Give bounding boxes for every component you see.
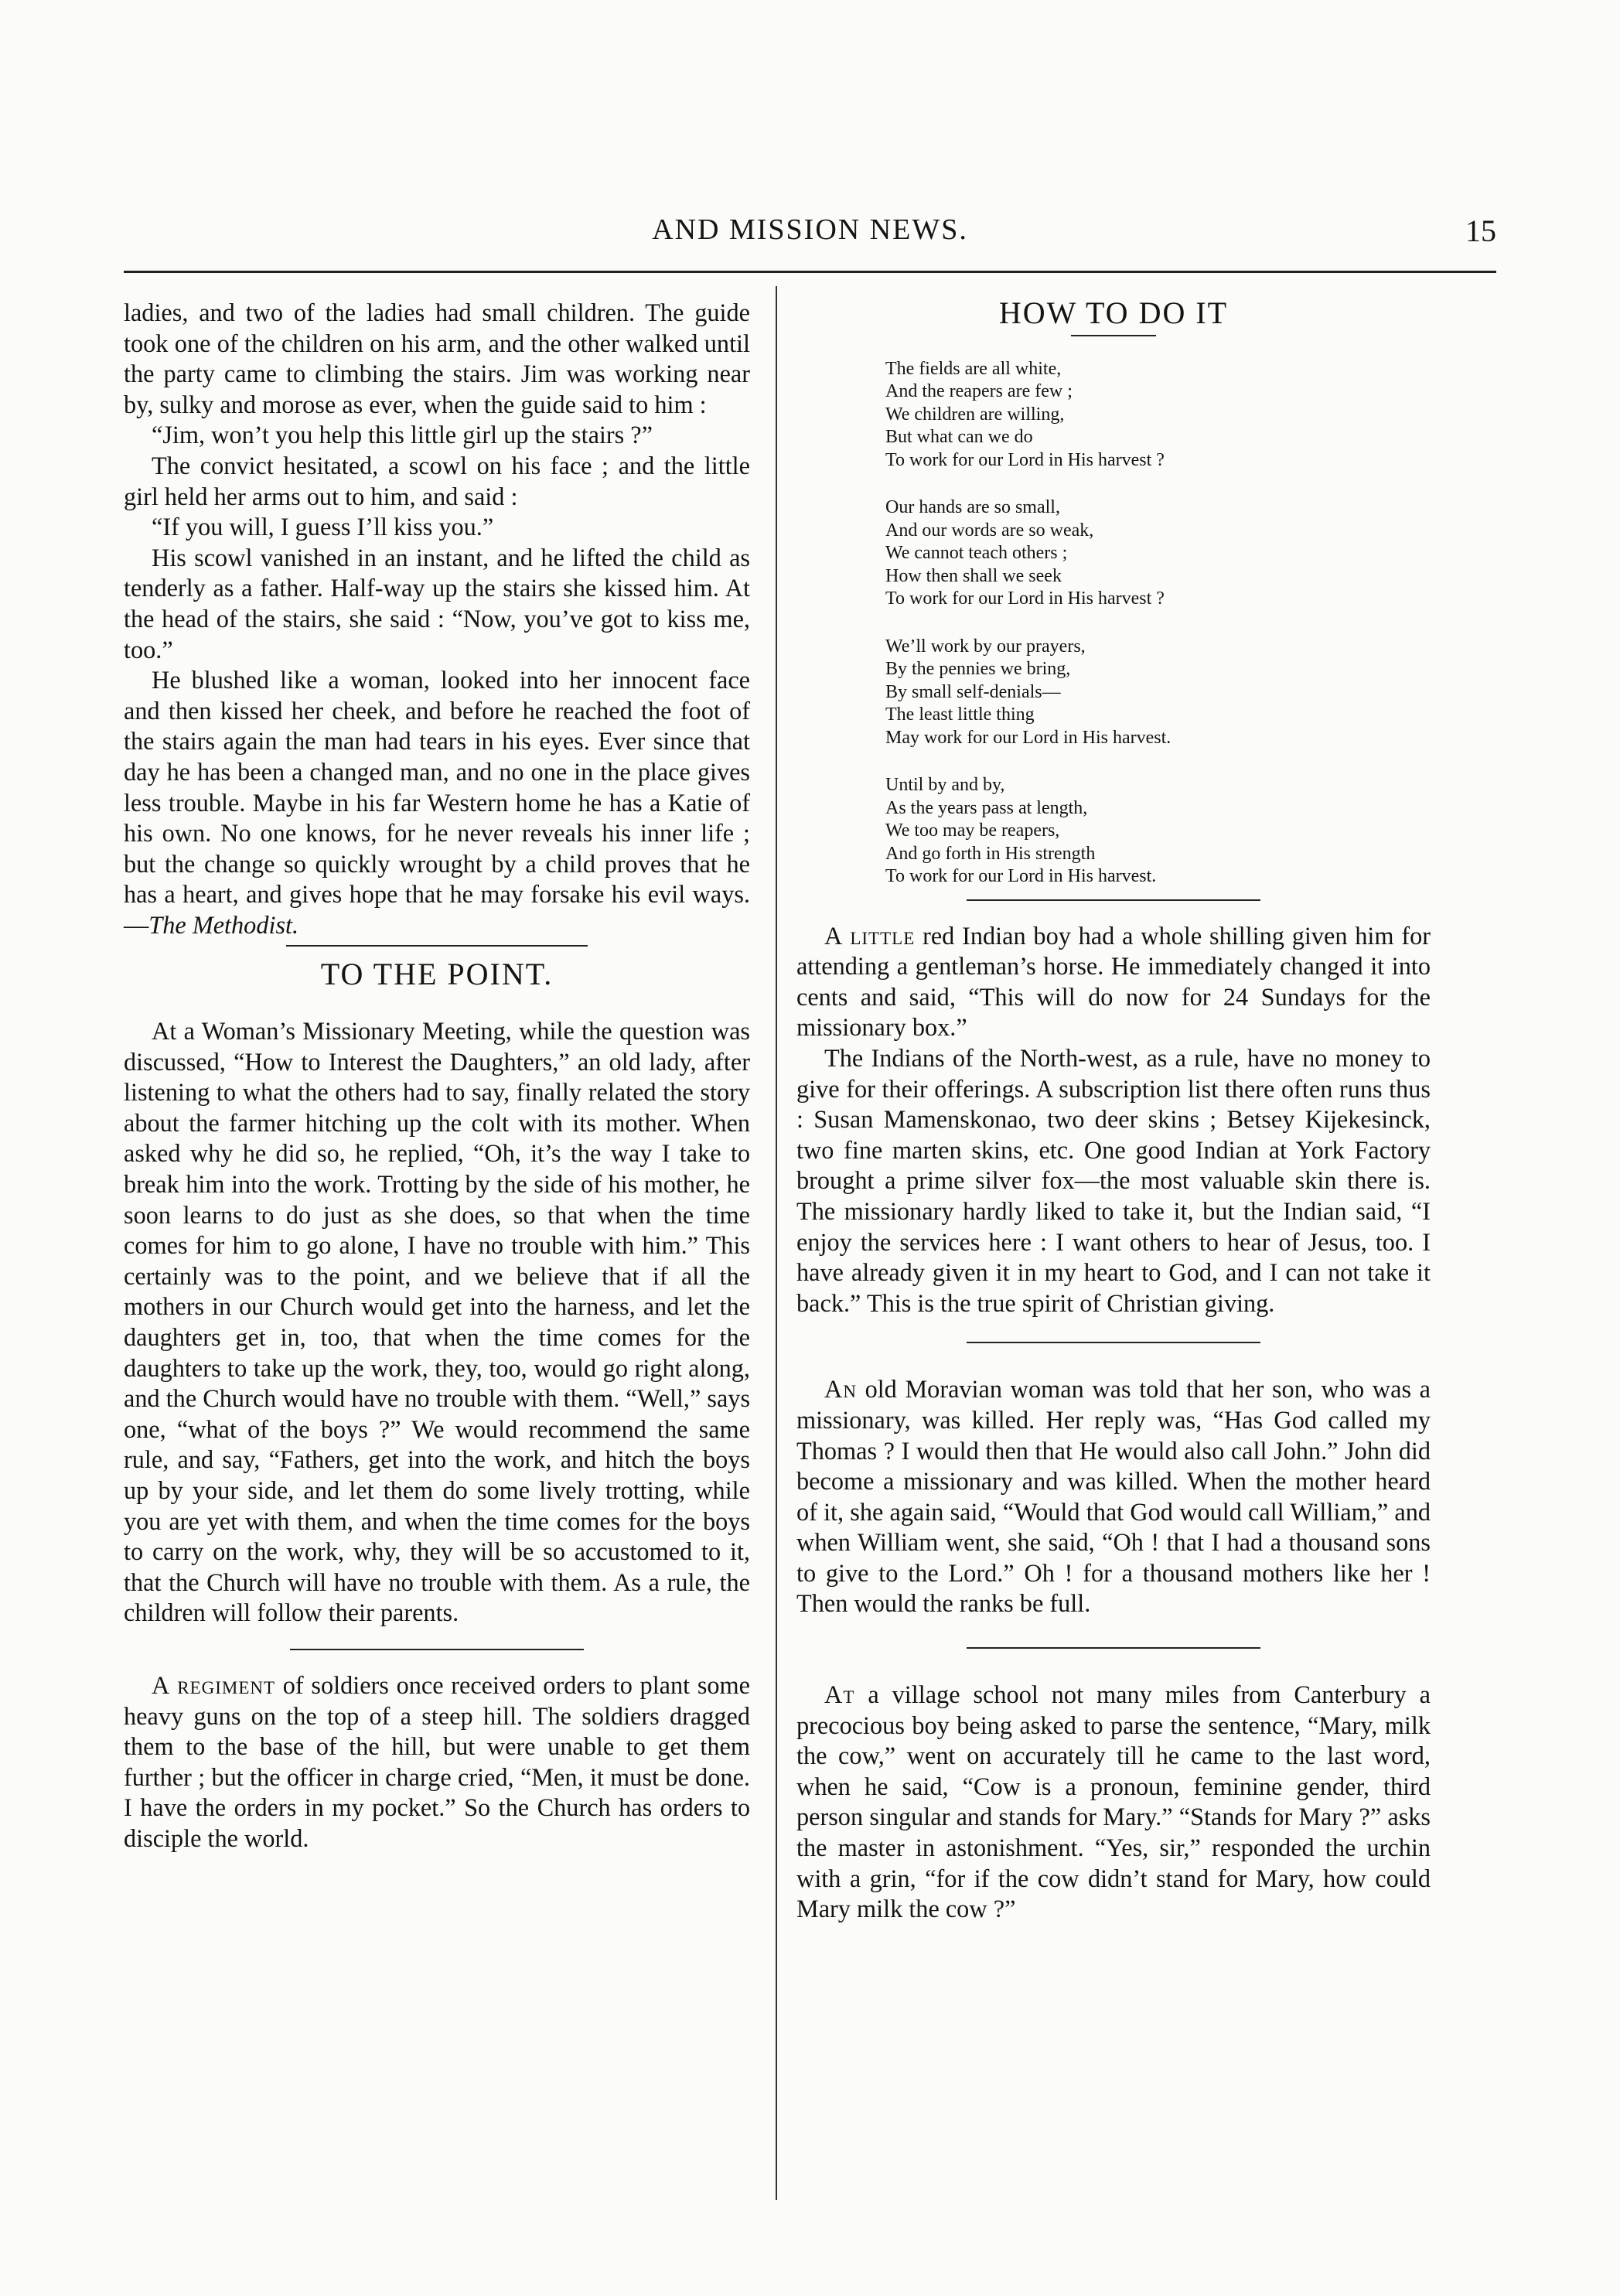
school-lead: At <box>824 1680 855 1709</box>
section-rule <box>967 1647 1260 1649</box>
regiment-paragraph <box>124 1670 750 1854</box>
poem-title: HOW TO DO IT <box>998 295 1229 330</box>
poem-stanza <box>885 358 1431 473</box>
poem-line: The least little thing <box>885 704 1035 725</box>
poem-line: The fields are all white, <box>885 358 1062 379</box>
poem-line: We cannot teach others ; <box>885 543 1068 564</box>
indians-paragraph: The Indians of the North-west, as a rule, have no money to give for their offerings. A subscription list there often runs thus : Susan Mamenskonao, two deer skins ; Betsey Kijekesinck, two fine marten skins, etc. One good Indian at York Factory brought a prime silver fox—the most valuable skin there is. The missionary hardly liked to take it, but the Indian said, “I enjoy the services here : I want others to hear of Jesus, too. I have already given it in my heart to God, and I can not take it back.” This is the true spirit of Christian giving. <box>796 1043 1431 1317</box>
story-source: The Methodist. <box>148 910 299 939</box>
story-paragraph-final <box>124 665 750 940</box>
poem <box>885 358 1431 889</box>
story-paragraph-text: He blushed like a woman, looked into her innocent face and then kissed her cheek, and before he reached the foot of the stairs again the man had tears in his eyes. Ever since that day he has been a changed man, and no one in the place gives less trouble. Maybe in his far Western home he has a Katie of his own. No one knows, for he never reveals his inner life ; but the change so quickly wrought by a child proves that he has a heart, and gives hope that he may forsake his evil ways.— <box>124 666 750 939</box>
poem-line: By the pennies we bring, <box>885 659 1071 680</box>
story-paragraph: ladies, and two of the ladies had small children. The guide took one of the children on his arm, and the other walked until the party came to climbing the stairs. Jim was working near by, sulky and morose as ever, when the guide said to him : <box>124 299 750 418</box>
section-rule <box>967 1342 1260 1343</box>
running-head: AND MISSION NEWS. <box>652 213 968 246</box>
poem-line: And our words are so weak, <box>885 520 1094 541</box>
poem-line: To work for our Lord in His harvest ? <box>885 588 1165 609</box>
indian-boy-text: red Indian boy had a whole shilling given him for attending a gentleman’s horse. He immediately changed it into cents and said, “This will do now for 24 Sundays for the missionary box.” <box>796 921 1431 1042</box>
poem-stanza <box>885 636 1431 750</box>
indian-boy-paragraph <box>796 921 1431 1043</box>
poem-line: And the reapers are few ; <box>885 381 1073 402</box>
poem-line: We’ll work by our prayers, <box>885 636 1086 657</box>
poem-line: We children are willing, <box>885 404 1065 425</box>
poem-title-rule <box>1071 335 1156 336</box>
indian-boy-lead: A little <box>824 921 916 950</box>
left-column <box>124 298 750 1854</box>
section-rule <box>967 899 1260 901</box>
page-number: 15 <box>1465 213 1496 248</box>
poem-line: How then shall we seek <box>885 565 1062 586</box>
poem-line: As the years pass at length, <box>885 797 1088 818</box>
to-the-point-paragraph: At a Woman’s Missionary Meeting, while the question was discussed, “How to Interest the Daughters,” an old lady, after listening to what the others had to say, finally related the story about the farmer hitching up the colt with its mother. When asked why he did so, he replied, “Oh, it’s the way I take to break him into the work. Trotting by the side of his mother, he soon learns to do just as she does, so that when the time comes for him to go alone, I have no trouble with him.” This certainly was to the point, and we believe that if all the mothers in our Church would get into the harness, and let the daughters get in, too, that when the time comes for the daughters to take up the work, they, too, would go right along, and the Church would have no trouble with them. “Well,” says one, “what of the boys ?” We would recommend the same rule, and say, “Fathers, get into the work, and hitch the boys up by your side, and let them do some lively trotting, while you are yet with them, and when the time comes for the boys to carry on the work, why, they will be so accustomed to it, that the Church will have no trouble with them. As a rule, the children will follow their parents. <box>124 1017 751 1627</box>
poem-line: To work for our Lord in His harvest ? <box>885 449 1165 470</box>
poem-line: We too may be reapers, <box>885 820 1060 841</box>
poem-stanza <box>885 774 1431 889</box>
story-paragraph: “Jim, won’t you help this little girl up the stairs ?” <box>152 421 653 449</box>
poem-line: Our hands are so small, <box>885 497 1060 518</box>
poem-line: But what can we do <box>885 427 1033 448</box>
column-divider <box>776 286 777 2200</box>
story-paragraph: “If you will, I guess I’ll kiss you.” <box>152 513 494 541</box>
school-text: a village school not many miles from Canterbury a precocious boy being asked to parse the sentence, “Mary, milk the cow,” went on accurately till he came to the last word, when he said, “Cow is a pronoun, feminine gender, third person singular and stands for Mary.” “Stands for Mary ?” asks the master in astonishment. “Yes, sir,” responded the urchin with a grin, “for if the cow didn’t stand for Mary, how could Mary milk the cow ?” <box>796 1680 1431 1923</box>
header-rule <box>124 271 1496 273</box>
poem-line: By small self-denials— <box>885 681 1061 702</box>
regiment-text: of soldiers once received orders to plant some heavy guns on the top of a steep hill. The soldiers dragged them to the base of the hill, but were unable to get them further ; but the officer in charge cried, “Men, it must be done. I have the orders in my pocket.” So the Church has orders to disciple the world. <box>124 1670 751 1852</box>
moravian-lead: An <box>824 1375 857 1404</box>
poem-stanza <box>885 496 1431 611</box>
moravian-text: old Moravian woman was told that her son, who was a missionary, was killed. Her reply was, “Has God called my Thomas ? I would then that He would also call John.” John did become a missionary and was killed. When the mother heard of it, she again said, “Would that God would call William,” and when William went, she said, “Oh ! that I had a thousand sons to give to the Lord.” Oh ! for a thousand mothers like her ! Then would the ranks be full. <box>796 1375 1431 1618</box>
story-paragraph: The convict hesitated, a scowl on his face ; and the little girl held her arms out to him, and said : <box>124 451 750 510</box>
poem-line: And go forth in His strength <box>885 843 1096 864</box>
story-paragraph: His scowl vanished in an instant, and he lifted the child as tenderly as a father. Half-way up the stairs she kissed him. At the head of the stairs, she said : “Now, you’ve got to kiss me, too.” <box>124 543 750 664</box>
right-column <box>796 295 1431 1925</box>
regiment-lead: A regiment <box>152 1670 276 1699</box>
moravian-paragraph <box>796 1374 1431 1619</box>
page-header <box>124 213 1496 259</box>
section-rule <box>290 1649 584 1650</box>
school-paragraph <box>796 1680 1431 1925</box>
section-rule <box>286 945 588 947</box>
poem-line: May work for our Lord in His harvest. <box>885 727 1172 748</box>
section-title-to-the-point: TO THE POINT. <box>320 957 554 992</box>
poem-line: Until by and by, <box>885 775 1005 796</box>
poem-line: To work for our Lord in His harvest. <box>885 866 1157 887</box>
